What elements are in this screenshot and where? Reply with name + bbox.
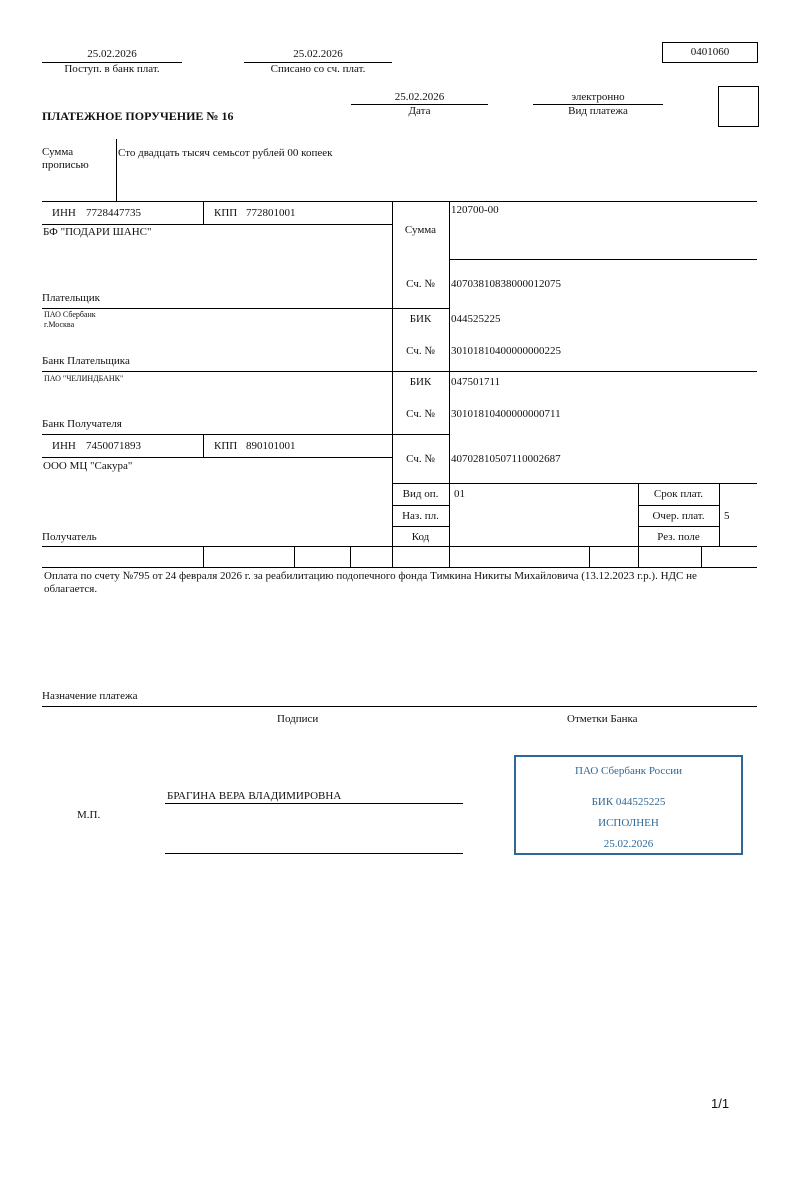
op-type: 01 — [454, 488, 465, 500]
amount-words-label-2: прописью — [42, 159, 89, 171]
grid-line — [638, 505, 719, 506]
grid-line — [701, 546, 702, 567]
grid-line — [350, 546, 351, 567]
debited-label: Списано со сч. плат. — [270, 63, 366, 75]
payment-type: электронно — [571, 91, 625, 103]
page-number: 1/1 — [711, 1096, 730, 1111]
payee-account-label: Сч. № — [406, 453, 435, 465]
grid-line — [638, 526, 719, 527]
bank-stamp-line-1: ПАО Сбербанк России — [575, 765, 682, 777]
payer-bank-label: Банк Плательщика — [42, 355, 130, 367]
grid-line — [589, 546, 590, 567]
bank-stamp-line-4: 25.02.2026 — [603, 838, 654, 850]
grid-line — [42, 457, 392, 458]
signature-line-2 — [165, 853, 463, 854]
grid-line — [449, 201, 450, 567]
payee-account: 40702810507110002687 — [451, 453, 561, 465]
payer-bank-account-label: Сч. № — [406, 345, 435, 357]
form-code-box — [662, 42, 758, 63]
payee-bank-account-label: Сч. № — [406, 408, 435, 420]
payer-bank-name-2: г.Москва — [44, 320, 75, 329]
grid-line — [42, 371, 757, 372]
debited-date: 25.02.2026 — [293, 48, 343, 60]
code-label: Код — [411, 531, 430, 543]
signer-name: БРАГИНА ВЕРА ВЛАДИМИРОВНА — [167, 790, 342, 802]
grid-line — [42, 224, 392, 225]
amount-words-label-1: Сумма — [42, 146, 74, 158]
payer-bank-bik: 044525225 — [451, 313, 501, 325]
grid-line — [42, 201, 757, 202]
bank-marks-label: Отметки Банка — [567, 713, 638, 725]
signature-line-1 — [165, 803, 463, 804]
payee-bank-name: ПАО "ЧЕЛИНДБАНК" — [44, 374, 124, 383]
form-code: 0401060 — [690, 46, 730, 58]
payer-inn: 7728447735 — [86, 207, 141, 219]
payer-bank-bik-label: БИК — [409, 313, 432, 325]
grid-line — [203, 201, 204, 224]
grid-line — [203, 434, 204, 457]
payer-name: БФ "ПОДАРИ ШАНС" — [43, 226, 152, 238]
amount-words-value: Сто двадцать тысяч семьсот рублей 00 копеек — [118, 147, 333, 159]
payee-bank-bik: 047501711 — [451, 376, 501, 388]
amount-words-divider — [116, 139, 117, 202]
order-date-label: Дата — [408, 105, 431, 117]
page-title: ПЛАТЕЖНОЕ ПОРУЧЕНИЕ № 16 — [42, 109, 234, 123]
payee-bank-account: 30101810400000000711 — [451, 408, 561, 420]
payment-type-label: Вид платежа — [568, 105, 628, 117]
reserve-label: Рез. поле — [657, 531, 700, 543]
payee-name: ООО МЦ "Сакура" — [43, 460, 133, 472]
payee-inn-label: ИНН — [52, 440, 76, 452]
order-date: 25.02.2026 — [394, 91, 445, 103]
payee-kpp-label: КПП — [214, 440, 238, 452]
grid-line — [449, 259, 757, 260]
grid-line — [392, 505, 450, 506]
payer-bank-name-1: ПАО Сбербанк — [44, 310, 96, 319]
payee-label: Получатель — [42, 531, 97, 543]
bank-stamp-line-2: БИК 044525225 — [591, 796, 666, 808]
grid-line — [42, 434, 450, 435]
grid-line — [42, 546, 757, 547]
priority: 5 — [724, 510, 730, 522]
op-type-label: Вид оп. — [402, 488, 439, 500]
bank-stamp — [514, 755, 743, 855]
payer-account-label: Сч. № — [406, 278, 435, 290]
payer-amount: 120700-00 — [451, 204, 499, 216]
purpose-text: Оплата по счету №795 от 24 февраля 2026 г. за реабилитацию подопечного фонда Тимкина Никиты Михайловича (13.12.2023 г.р.). НДС не облагается. — [44, 570, 697, 596]
payer-bank-account: 30101810400000000225 — [451, 345, 561, 357]
payee-inn: 7450071893 — [86, 440, 141, 452]
empty-code-box — [718, 86, 759, 127]
purpose-label: Назначение платежа — [42, 690, 138, 702]
payer-amount-label: Сумма — [404, 224, 437, 236]
payee-bank-bik-label: БИК — [409, 376, 432, 388]
payer-kpp-label: КПП — [214, 207, 238, 219]
payer-label: Плательщик — [42, 292, 100, 304]
grid-line — [42, 567, 757, 568]
bank-received-date: 25.02.2026 — [87, 48, 137, 60]
grid-line — [719, 483, 720, 546]
stamp-place-label: М.П. — [77, 809, 101, 821]
payee-bank-label: Банк Получателя — [42, 418, 122, 430]
due-date-label: Срок плат. — [653, 488, 704, 500]
payer-kpp: 772801001 — [246, 207, 296, 219]
purpose-code-label: Наз. пл. — [402, 510, 439, 522]
grid-line — [392, 483, 757, 484]
payee-kpp: 890101001 — [246, 440, 296, 452]
payer-account: 40703810838000012075 — [451, 278, 561, 290]
purpose-line — [42, 706, 757, 707]
bank-stamp-line-3: ИСПОЛНЕН — [598, 817, 659, 829]
grid-line — [203, 546, 204, 567]
grid-line — [392, 526, 450, 527]
bank-received-label: Поступ. в банк плат. — [64, 63, 160, 75]
grid-line — [294, 546, 295, 567]
signatures-label: Подписи — [277, 713, 319, 725]
payer-inn-label: ИНН — [52, 207, 76, 219]
priority-label: Очер. плат. — [652, 510, 705, 522]
grid-line — [42, 308, 450, 309]
